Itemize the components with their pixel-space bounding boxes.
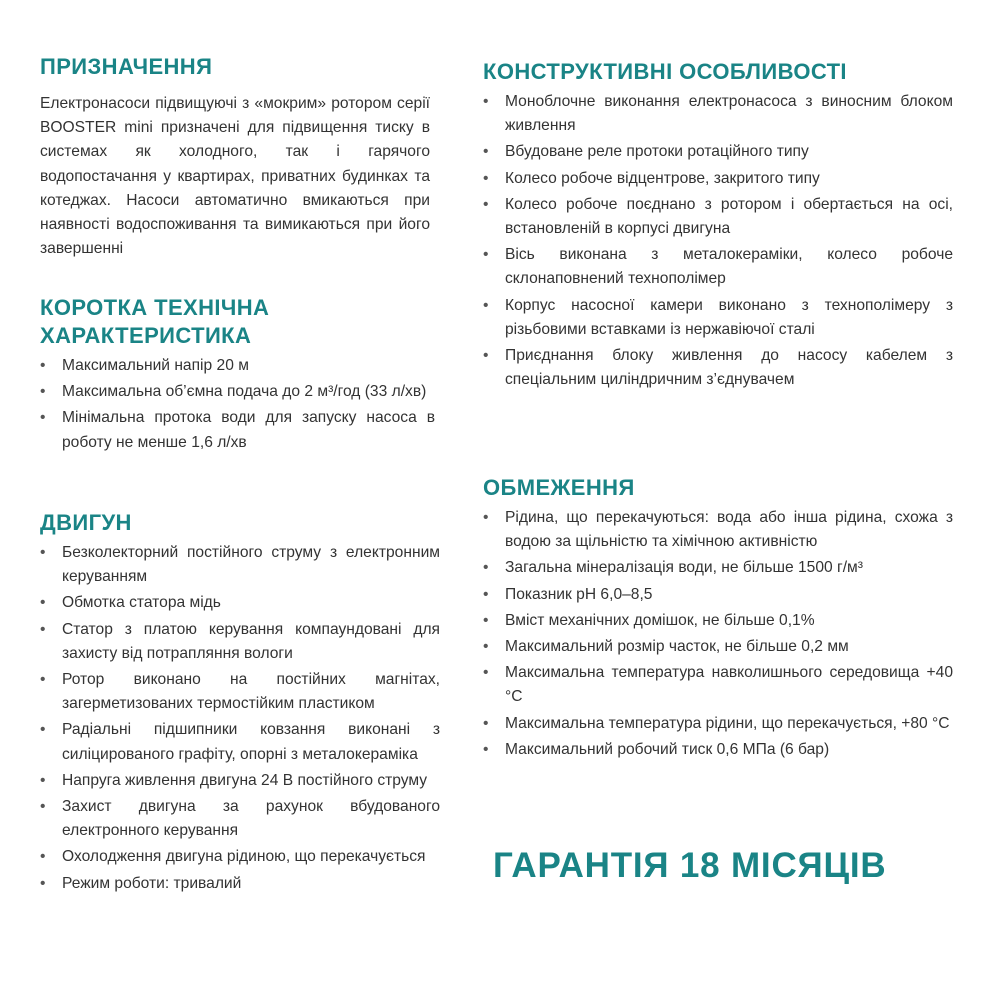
list-item: • Вісь виконана з металокераміки, колесо робоче склонаповнений технополімер	[483, 243, 953, 291]
list-item: • Максимальний розмір часток, не більше 0,2 мм	[483, 635, 953, 659]
list-item: • Вбудоване реле протоки ротаційного типу	[483, 140, 953, 164]
list-item: • Максимальна температура навколишнього середовища +40 °С	[483, 661, 953, 709]
list-item: • Рідина, що перекачуються: вода або інша рідина, схожа з водою за щільністю та хімічною активністю	[483, 506, 953, 554]
purpose-heading: ПРИЗНАЧЕННЯ	[40, 54, 213, 79]
design-list	[483, 90, 953, 394]
list-item: • Обмотка статора мідь	[40, 591, 440, 615]
purpose-text: Електронасоси підвищуючі з «мокрим» ротором серії BOOSTER mini призначені для підвищення тиску в системах як холодного, так і гарячого водопостачання у квартирах, приватних будинках та котеджах. Насоси автоматично вмикаються при наявності водоспоживання та вимикаються при його завершенні	[40, 95, 430, 258]
list-item: • Максимальний робочий тиск 0,6 МПа (6 бар)	[483, 738, 953, 762]
list-item: • Моноблочне виконання електронасоса з виносним блоком живлення	[483, 90, 953, 138]
list-item: • Режим роботи: тривалий	[40, 872, 440, 896]
list-item: • Колесо робоче поєднано з ротором і обертається на осі, встановленій в корпусі двигуна	[483, 193, 953, 241]
list-item: • Максимальна об’ємна подача до 2 м³/год (33 л/хв)	[40, 380, 435, 404]
list-item: • Вміст механічних домішок, не більше 0,1%	[483, 609, 953, 633]
list-item: • Показник рН 6,0–8,5	[483, 583, 953, 607]
list-item: • Захист двигуна за рахунок вбудованого електронного керування	[40, 795, 440, 843]
list-item: • Максимальний напір 20 м	[40, 354, 435, 378]
list-item: • Напруга живлення двигуна 24 В постійного струму	[40, 769, 440, 793]
specs-heading-line2: ХАРАКТЕРИСТИКА	[40, 323, 252, 348]
motor-list	[40, 541, 440, 898]
list-item: • Статор з платою керування компаундовані для захисту від потрапляння вологи	[40, 618, 440, 666]
motor-heading: ДВИГУН	[40, 510, 132, 535]
specs-heading-line1: КОРОТКА ТЕХНІЧНА	[40, 295, 270, 320]
list-item: • Ротор виконано на постійних магнітах, загерметизованих термостійким пластиком	[40, 668, 440, 716]
list-item: • Безколекторний постійного струму з електронним керуванням	[40, 541, 440, 589]
specs-list	[40, 354, 435, 457]
warranty-banner: ГАРАНТІЯ 18 МІСЯЦІВ	[493, 846, 887, 885]
list-item: • Приєднання блоку живлення до насосу кабелем з спеціальним циліндричним з’єднувачем	[483, 344, 953, 392]
list-item: • Радіальні підшипники ковзання виконані з силіцированого графіту, опорні з металокераміка	[40, 718, 440, 766]
list-item: • Максимальна температура рідини, що перекачується, +80 °С	[483, 712, 953, 736]
limits-heading: ОБМЕЖЕННЯ	[483, 475, 635, 500]
list-item: • Корпус насосної камери виконано з технополімеру з різьбовими вставками із нержавіючої сталі	[483, 294, 953, 342]
list-item: • Охолодження двигуна рідиною, що перекачується	[40, 845, 440, 869]
list-item: • Загальна мінералізація води, не більше 1500 г/м³	[483, 556, 953, 580]
design-heading: КОНСТРУКТИВНІ ОСОБЛИВОСТІ	[483, 59, 847, 84]
list-item: • Колесо робоче відцентрове, закритого типу	[483, 167, 953, 191]
limits-list	[483, 506, 953, 764]
list-item: • Мінімальна протока води для запуску насоса в роботу не менше 1,6 л/хв	[40, 406, 435, 454]
